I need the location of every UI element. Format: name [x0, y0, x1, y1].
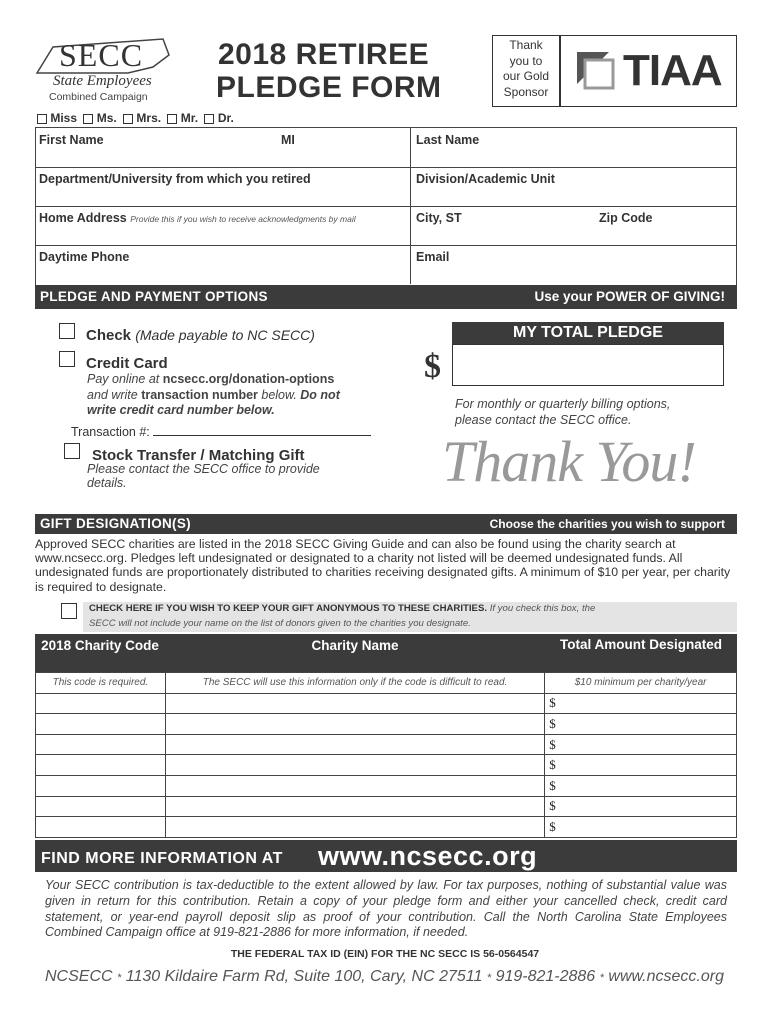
amount-cell[interactable]: $ — [545, 796, 737, 817]
gift-table-header — [35, 634, 737, 672]
sponsor-text: Thank you to our Gold Sponsor — [502, 38, 550, 99]
salutation-row: Miss Ms. Mrs. Mr. Dr. — [37, 111, 234, 125]
sponsor-box — [492, 35, 737, 107]
tax-id: THE FEDERAL TAX ID (EIN) FOR THE NC SECC IS 56-0564547 — [230, 948, 540, 960]
checkbox-mr[interactable] — [167, 114, 177, 124]
gift-table — [35, 672, 737, 838]
logo-sub: State Employees — [53, 73, 152, 89]
total-pledge-header: MY TOTAL PLEDGE — [452, 322, 724, 344]
amount-cell[interactable]: $ — [545, 734, 737, 755]
total-pledge-input[interactable] — [452, 344, 724, 386]
col-code: 2018 Charity Code — [41, 638, 159, 653]
secc-logo — [33, 33, 173, 103]
last-name-field[interactable]: Last Name — [416, 133, 480, 147]
first-name-field[interactable]: First Name — [39, 133, 104, 147]
phone-field[interactable]: Daytime Phone — [39, 250, 130, 264]
anonymous-box: CHECK HERE IF YOU WISH TO KEEP YOUR GIFT ANONYMOUS TO THESE CHARITIES. If you check this box, the SECC will not include your name on the list of donors given to the charities you designate. — [83, 602, 737, 632]
billing-note: For monthly or quarterly billing options, please contact the SECC office. — [455, 397, 671, 427]
pledge-bar: PLEDGE AND PAYMENT OPTIONS Use your POWER OF GIVING! — [35, 285, 737, 309]
thank-you-script: Thank You! — [442, 429, 696, 494]
charity-name-cell[interactable] — [165, 714, 544, 735]
dollar-sign: $ — [424, 348, 441, 385]
code-cell[interactable] — [36, 817, 166, 838]
logo-sub2: Combined Campaign — [49, 91, 148, 103]
checkbox-dr[interactable] — [204, 114, 214, 124]
charity-name-cell[interactable] — [165, 755, 544, 776]
amount-cell[interactable]: $ — [545, 817, 737, 838]
tax-disclaimer: Your SECC contribution is tax-deductible to the extent allowed by law. For tax purposes, nothing of substantial value was given in return for this contribution. Retain a copy of your pledge form and either your cancelled check, credit card statement, or year-end payroll deposit slip as proof of your contribution. Call the North Carolina State Employees Combined Campaign office at 919-821-2886 for more information, if needed. — [45, 878, 727, 940]
tiaa-logo-icon — [573, 48, 617, 92]
table-row — [36, 796, 737, 817]
table-row — [36, 817, 737, 838]
checkbox-stock[interactable] — [64, 443, 80, 459]
charity-name-cell[interactable] — [165, 693, 544, 714]
table-row — [36, 693, 737, 714]
credit-card-label: Credit Card — [86, 355, 168, 372]
table-row — [36, 714, 737, 735]
stock-note: Please contact the SECC office to provide details. — [87, 462, 320, 490]
checkbox-miss[interactable] — [37, 114, 47, 124]
footer-address: NCSECC * 1130 Kildaire Farm Rd, Suite 100, Cary, NC 27511 * 919-821-2886 * www.ncsecc.org — [45, 968, 724, 985]
logo-text: SECC — [59, 37, 144, 73]
col-name: Charity Name — [311, 638, 399, 653]
checkbox-check[interactable] — [59, 323, 75, 339]
credit-card-note: Pay online at ncsecc.org/donation-options and write transaction number below. Do not write credit card number below. — [87, 372, 340, 417]
mi-field[interactable]: MI — [281, 133, 295, 147]
page-title-line1: 2018 RETIREE — [218, 38, 430, 71]
transaction-field[interactable]: Transaction #: — [71, 425, 371, 439]
gift-subheader-row: This code is required. The SECC will use this information only if the code is difficult to read. $10 minimum per charity/year — [36, 673, 737, 694]
division-field[interactable]: Division/Academic Unit — [416, 172, 555, 186]
checkbox-credit-card[interactable] — [59, 351, 75, 367]
footer-url-link[interactable]: www.ncsecc.org — [318, 841, 538, 871]
city-st-field[interactable]: City, ST — [416, 211, 462, 225]
charity-name-cell[interactable] — [165, 734, 544, 755]
checkbox-anonymous[interactable] — [61, 603, 77, 619]
table-row — [36, 775, 737, 796]
zip-field[interactable]: Zip Code — [599, 211, 653, 225]
code-cell[interactable] — [36, 714, 166, 735]
amount-cell[interactable]: $ — [545, 693, 737, 714]
footer-website-link[interactable]: www.ncsecc.org — [608, 968, 724, 985]
department-field[interactable]: Department/University from which you retired — [39, 172, 311, 186]
code-cell[interactable] — [36, 734, 166, 755]
code-cell[interactable] — [36, 693, 166, 714]
code-cell[interactable] — [36, 775, 166, 796]
charity-name-cell[interactable] — [165, 775, 544, 796]
page-title-line2: PLEDGE FORM — [216, 71, 442, 104]
gift-intro: Approved SECC charities are listed in the 2018 SECC Giving Guide and can also be found using the charity search at www.ncsecc.org. Pledges left undesignated or designated to a charity not listed will be deemed undesignated funds. All undesignated funds are proportionately distributed to charities receiving designated gifts. A minimum of $10 per year, per charity is required to designate. — [35, 537, 731, 594]
charity-name-cell[interactable] — [165, 817, 544, 838]
checkbox-mrs[interactable] — [123, 114, 133, 124]
charity-name-cell[interactable] — [165, 796, 544, 817]
checkbox-ms[interactable] — [83, 114, 93, 124]
code-cell[interactable] — [36, 796, 166, 817]
gift-bar: GIFT DESIGNATION(S) Choose the charities you wish to support — [35, 514, 737, 534]
amount-cell[interactable]: $ — [545, 755, 737, 776]
home-address-field[interactable]: Home Address Provide this if you wish to receive acknowledgments by mail — [39, 211, 356, 225]
footer-bar: FIND MORE INFORMATION AT www.ncsecc.org — [35, 840, 737, 872]
code-cell[interactable] — [36, 755, 166, 776]
amount-cell[interactable]: $ — [545, 714, 737, 735]
check-option: Check (Made payable to NC SECC) — [86, 327, 315, 344]
col-amount: Total Amount Designated — [560, 637, 722, 652]
amount-cell[interactable]: $ — [545, 775, 737, 796]
stock-label: Stock Transfer / Matching Gift — [92, 447, 305, 464]
table-row — [36, 734, 737, 755]
email-field[interactable]: Email — [416, 250, 450, 264]
sponsor-name: TIAA — [623, 46, 722, 95]
table-row — [36, 755, 737, 776]
